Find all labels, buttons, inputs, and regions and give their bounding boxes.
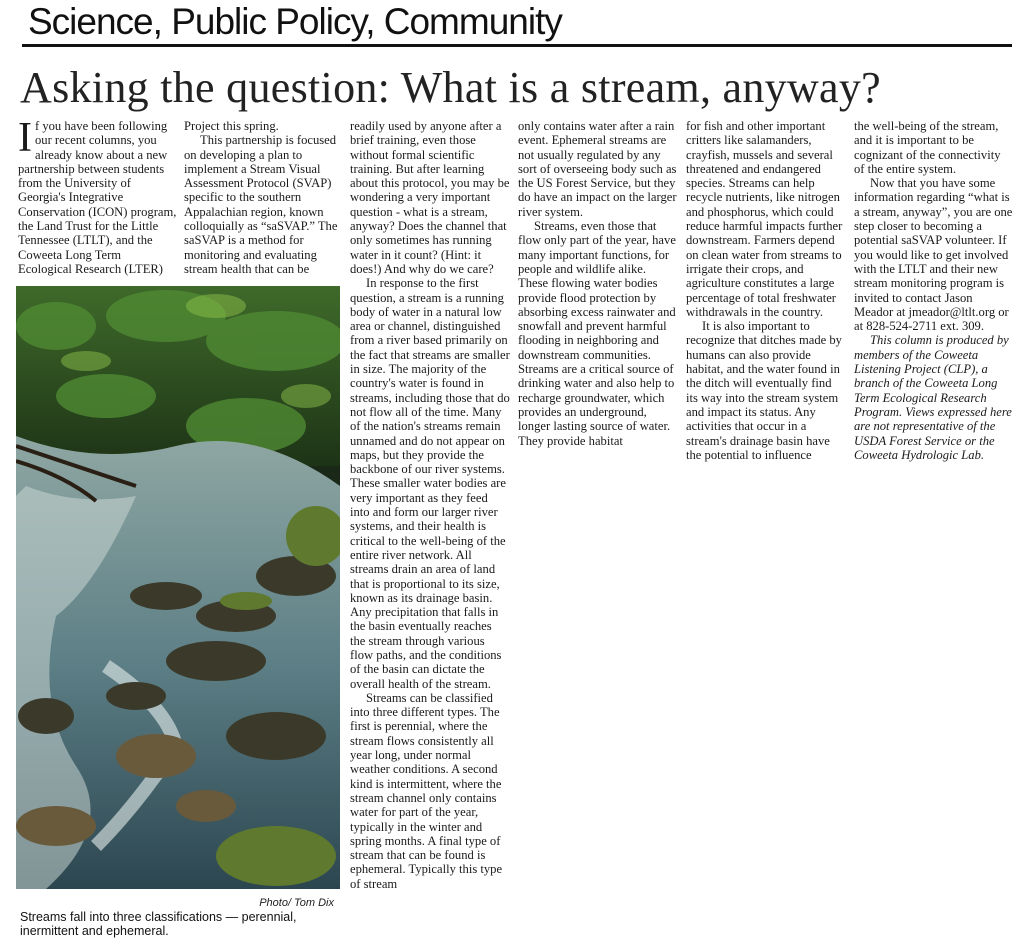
article-column-2: [184, 119, 342, 276]
article-column-6: [854, 119, 1014, 462]
stream-photo: [16, 286, 340, 889]
section-title: Science, Public Policy, Community: [28, 1, 562, 42]
paragraph: readily used by anyone after a brief training, even those without formal scientific training. But after learning about this protocol, you may be wondering a very important question - what is a stream, anyway? Does the channel that only sometimes has running water in it count? (Hint: it does!) And why do we care?: [350, 119, 510, 276]
paragraph: the well-being of the stream, and it is important to be cognizant of the connectivity of the entire system.: [854, 119, 1001, 176]
paragraph: Streams can be classified into three different types. The first is perennial, where the stream flows consistently all year long, under normal weather conditions. A second kind is intermittent, where the stream channel only contains water for part of the year, typically in the winter and spring months. A final type of stream that can be found is ephemeral. Typically this type of stream: [350, 690, 503, 891]
article-headline: Asking the question: What is a stream, anyway?: [20, 63, 882, 112]
paragraph: only contains water after a rain event. Ephemeral streams are not usually regulated by any sort of overseeing body such as the US Forest Service, but they do have an impact on the larger river system.: [518, 119, 677, 219]
photo-credit: Photo/ Tom Dix: [259, 897, 334, 909]
stream-photo-image: [16, 286, 340, 889]
paragraph: for fish and other important critters like salamanders, crayfish, mussels and several threatened and endangered species. Streams can help recycle nutrients, like nitrogen and phosphorus, which could reduce harmful impacts further downstream. Farmers depend on clean water from streams to irrigate their crops, and agriculture constitutes a large percentage of total freshwater withdrawals in the country.: [686, 119, 843, 319]
article-column-4: [518, 119, 678, 448]
drop-cap: I: [18, 115, 32, 161]
article-column-5: [686, 119, 846, 462]
paragraph: It is also important to recognize that ditches made by humans can also provide habitat, and the water found in the ditch will eventually find its way into the stream system and impact its status. Any activities that occur in a stream's drainage basin have the potential to influence: [686, 319, 842, 462]
section-header: [22, 0, 1012, 47]
paragraph: Streams, even those that flow only part of the year, have many important functions, for people and wildlife alike. These flowing water bodies provide flood protection by absorbing excess rainwater and snowfall and prevent harmful flooding in neighboring and downstream communities. Streams are a critical source of drinking water and also help to recharge groundwater, which provides an underground, longer lasting source of water. They provide habitat: [518, 219, 676, 448]
article-column-1: [18, 115, 178, 276]
paragraph: This partnership is focused on developing a plan to implement a Stream Visual Assessment Protocol (SVAP) specific to the southern Appalachian region, known colloquially as “saSVAP.” The saSVAP is a method for monitoring and evaluating stream health that can be: [184, 133, 338, 276]
photo-caption: Streams fall into three classifications — perennial, inermittent and ephemeral.: [20, 910, 297, 938]
article-column-3: [350, 119, 510, 891]
paragraph: Project this spring.: [184, 119, 279, 133]
paragraph: [18, 115, 178, 276]
author-note: This column is produced by members of the Coweeta Listening Project (CLP), a branch of the Coweeta Long Term Ecological Research Program. Views expressed here are not representative of the USDA Forest Service or the Coweeta Hydrologic Lab.: [854, 333, 1012, 462]
paragraph: In response to the first question, a stream is a running body of water in a natural low area or channel, distinguished from a river based primarily on the fact that streams are smaller in size. The majority of the country's water is found in streams, including those that do not flow all of the time. Many of the nation's streams remain unnamed and do not appear on maps, but they provide the backbone of our river systems. These smaller water bodies are very important as they feed into and form our larger river systems, and their health is critical to the well-being of the entire river network. All streams drain an area of land that is proportional to its size, known as its drainage basin. Any precipitation that falls in the basin eventually reaches the stream through various flow paths, and the conditions of the basin can dictate the overall health of the stream.: [350, 276, 510, 691]
paragraph: Now that you have some information regarding “what is a stream, anyway”, you are one step closer to becoming a potential saSVAP volunteer. If you would like to get involved with the LTLT and their new stream monitoring program is invited to contact Jason Meador at jmeador@ltlt.org or at 828-524-2711 ext. 309.: [854, 176, 1013, 334]
paragraph-text: f you have been following our recent columns, you already know about a new partnership between students from the University of Georgia's Integrative Conservation (ICON) program, the Land Trust for the Little Tennessee (LTLT), and the Coweeta Long Term Ecological Research (LTER): [18, 119, 177, 276]
